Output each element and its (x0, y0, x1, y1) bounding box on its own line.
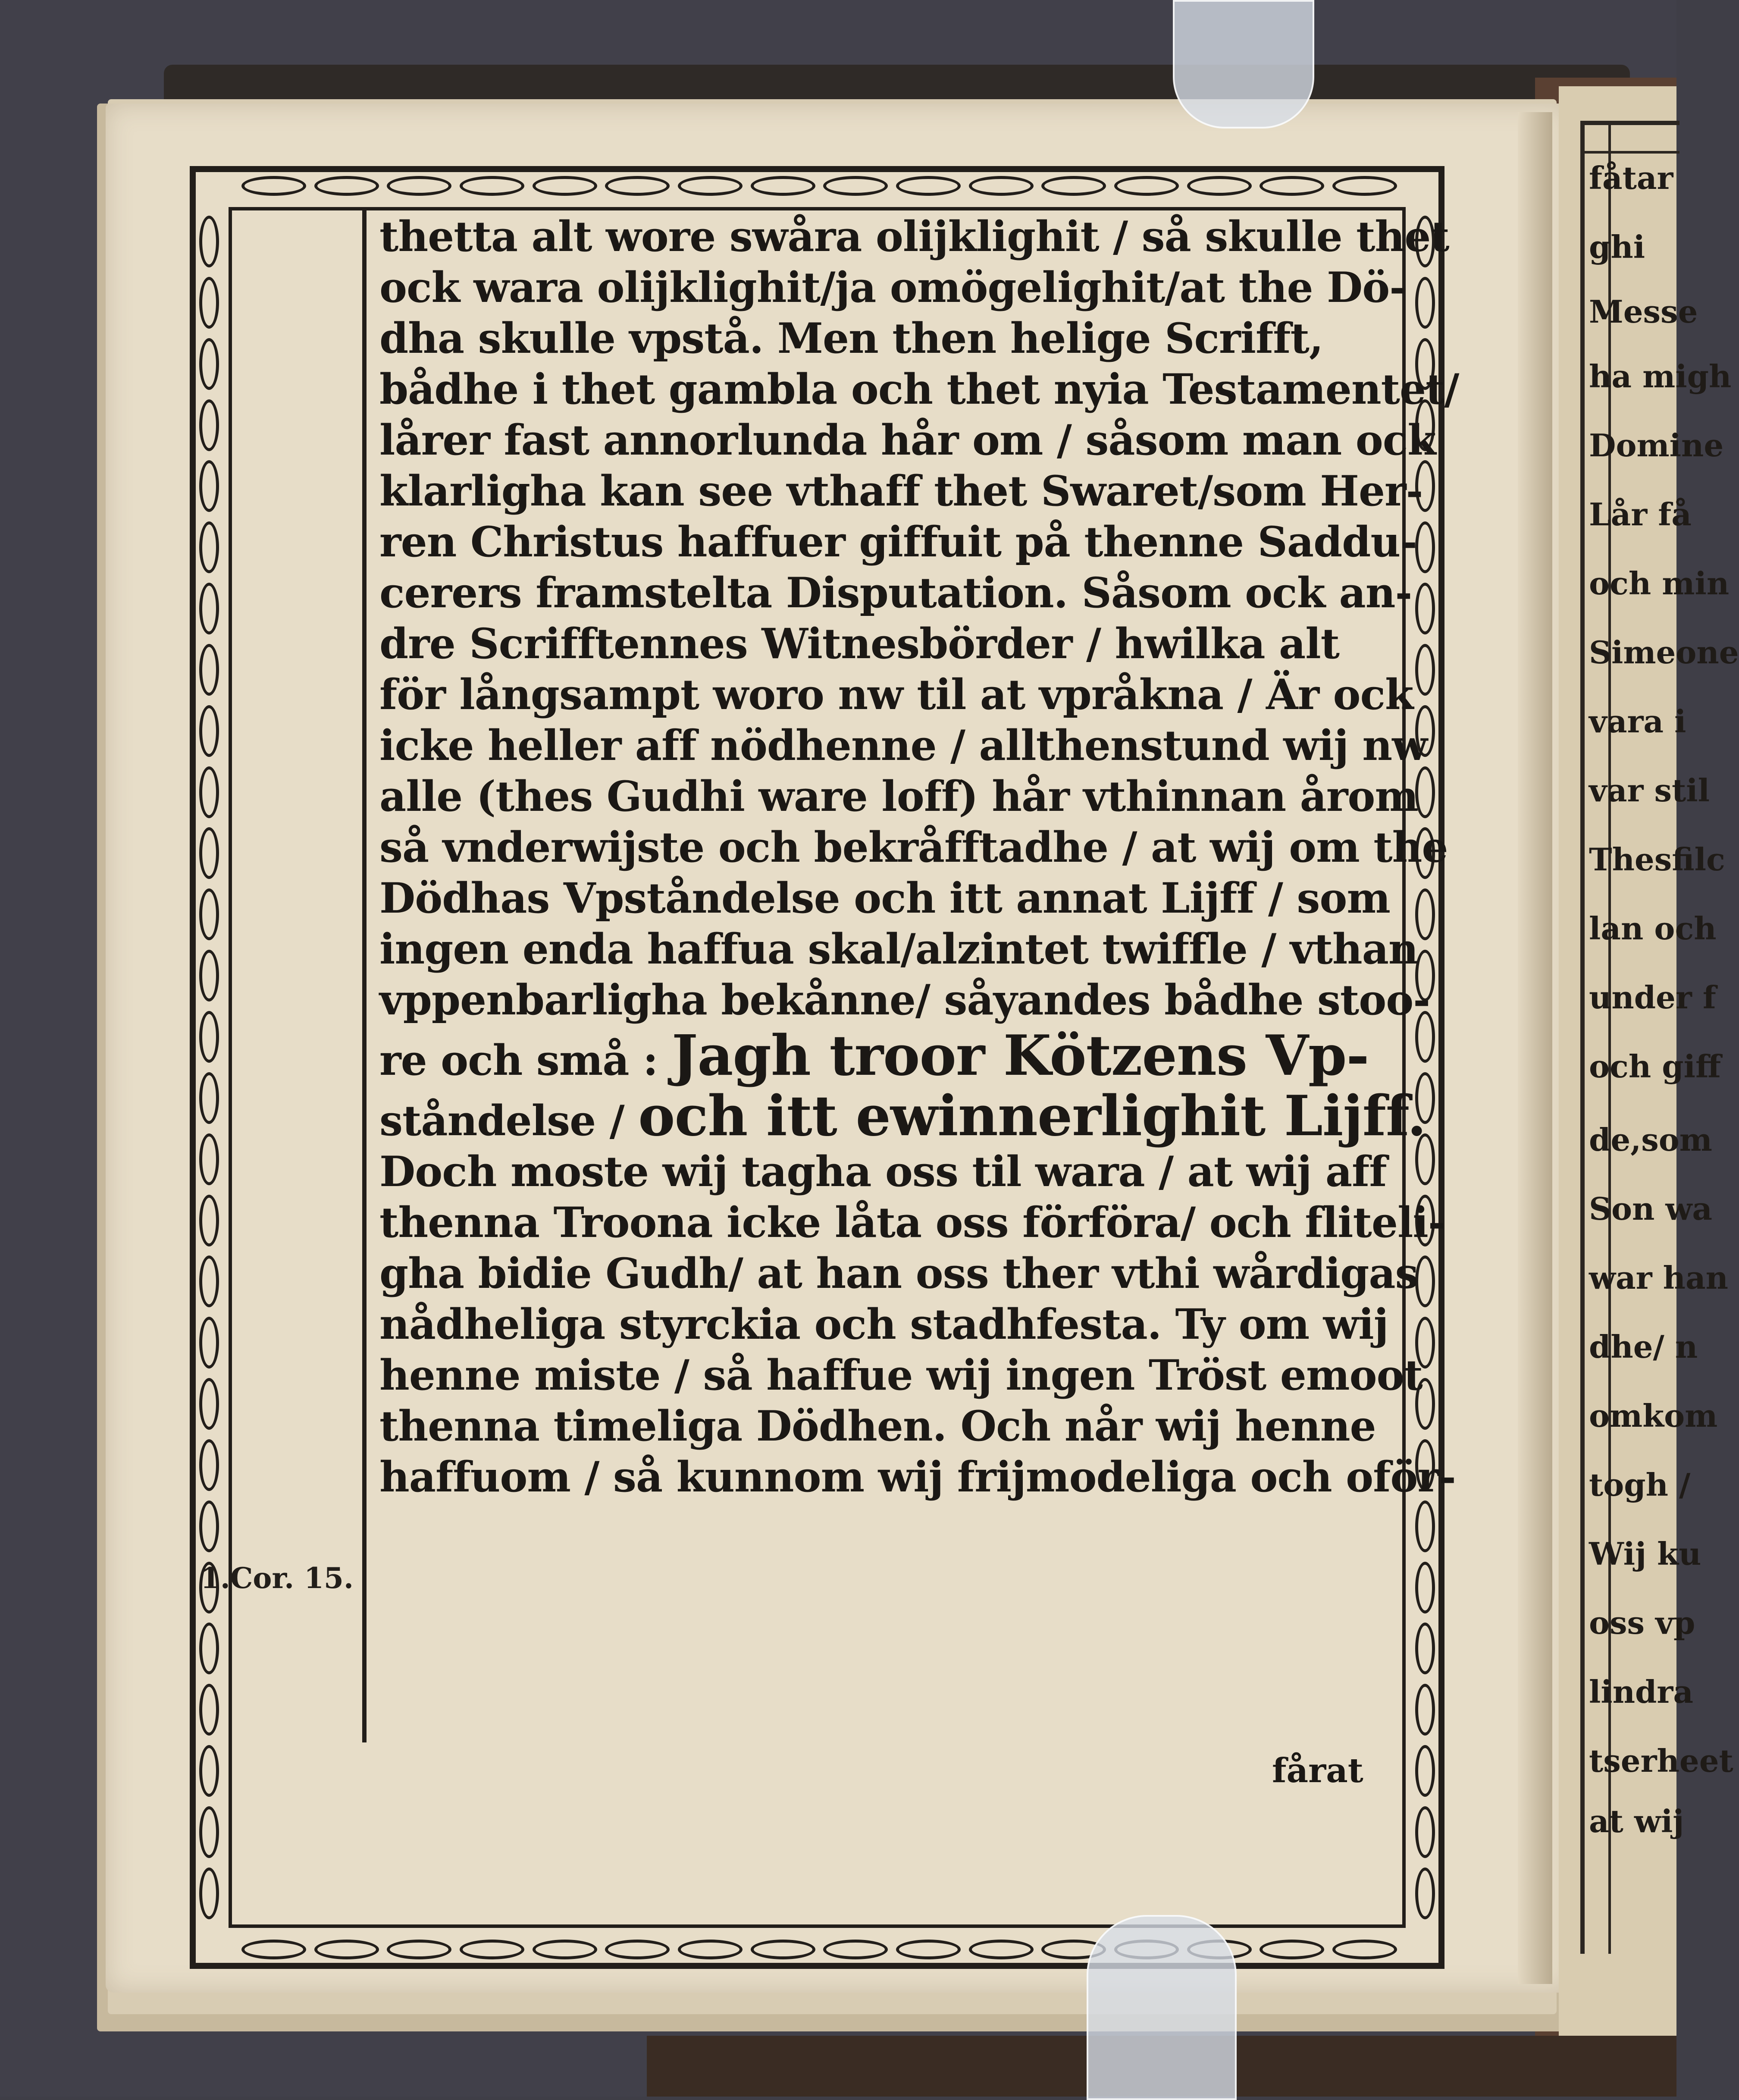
right-page-line: war han (1589, 1259, 1728, 1296)
border-oval-ornament (241, 1940, 306, 1959)
border-oval-ornament (199, 1256, 219, 1307)
right-page-line: de,som (1589, 1121, 1712, 1158)
text-line: gha bidie Gudh/ at han oss ther vthi wårdigas (379, 1249, 1418, 1298)
border-oval-ornament (969, 176, 1034, 196)
border-oval-ornament (1415, 1562, 1435, 1613)
border-oval-ornament (199, 583, 219, 634)
border-oval-ornament (533, 1940, 597, 1959)
right-page-line: at wij (1589, 1803, 1684, 1839)
border-oval-ornament (605, 1940, 670, 1959)
border-oval-ornament (199, 216, 219, 267)
border-oval-ornament (1415, 1806, 1435, 1858)
border-oval-ornament (387, 1940, 451, 1959)
border-oval-ornament (199, 277, 219, 329)
right-page-line: togh / (1589, 1466, 1691, 1503)
text-fragment: re och små : (379, 1036, 672, 1085)
right-page-line: och giff (1589, 1048, 1721, 1085)
border-oval-ornament (751, 1940, 815, 1959)
creed-line-1 (379, 1023, 1393, 1088)
right-page-line: omkom (1589, 1397, 1718, 1434)
border-oval-ornament (533, 176, 597, 196)
border-oval-ornament (1187, 176, 1252, 196)
text-line: för långsampt woro nw til at vpråkna / Är ock (379, 670, 1413, 719)
border-oval-ornament (199, 888, 219, 940)
border-oval-ornament (460, 176, 524, 196)
border-ornament-left (199, 216, 219, 1919)
catchword: fårat (1272, 1751, 1363, 1790)
right-page-line: oss vp (1589, 1604, 1695, 1641)
text-line: thetta alt wore swåra olijklighit / så skulle thet (379, 212, 1449, 261)
border-oval-ornament (969, 1940, 1034, 1959)
border-oval-ornament (1415, 521, 1435, 573)
creed-line-2 (379, 1084, 1426, 1149)
text-line: thenna Troona icke låta oss förföra/ och fliteli- (379, 1198, 1445, 1247)
border-oval-ornament (1415, 1868, 1435, 1919)
border-oval-ornament (199, 1868, 219, 1919)
border-oval-ornament (1415, 277, 1435, 329)
border-oval-ornament (387, 176, 451, 196)
border-oval-ornament (199, 460, 219, 512)
border-oval-ornament (199, 827, 219, 879)
border-oval-ornament (1415, 1256, 1435, 1307)
border-oval-ornament (896, 1940, 961, 1959)
border-oval-ornament (1415, 644, 1435, 696)
text-line: Dödhas Vpståndelse och itt annat Lijff / som (379, 874, 1390, 923)
right-page-line: Son wa (1589, 1190, 1713, 1227)
text-line: ingen enda haffua skal/alzintet twiffle / vthan (379, 925, 1418, 973)
text-line: nådheliga styrckia och stadhfesta. Ty om wij (379, 1300, 1388, 1349)
border-oval-ornament (1415, 583, 1435, 634)
border-oval-ornament (1415, 1500, 1435, 1552)
right-page-line: under f (1589, 979, 1716, 1016)
border-oval-ornament (823, 176, 888, 196)
border-oval-ornament (314, 1940, 379, 1959)
border-oval-ornament (199, 1684, 219, 1736)
margin-column-rule (362, 207, 367, 1742)
border-oval-ornament (678, 176, 743, 196)
border-oval-ornament (199, 1500, 219, 1552)
page-clip-bottom (1087, 1915, 1237, 2100)
right-page-line: dhe/ n (1589, 1328, 1698, 1365)
border-oval-ornament (199, 1439, 219, 1491)
page-gutter (1518, 112, 1552, 1984)
margin-note-scripture-reference: 1.Cor. 15. (201, 1561, 354, 1595)
right-page (1559, 86, 1739, 2036)
border-oval-ornament (751, 176, 815, 196)
text-line: alle (thes Gudhi ware loff) hår vthinnan årom (379, 772, 1418, 821)
text-line: så vnderwijste och bekråfftadhe / at wij om the (379, 823, 1448, 872)
text-fragment: ståndelse / (379, 1096, 639, 1145)
text-line: dre Scrifftennes Witnesbörder / hwilka alt (379, 619, 1339, 668)
border-oval-ornament (460, 1940, 524, 1959)
right-page-line: Messe (1589, 293, 1698, 330)
right-page-line: fåtar (1589, 160, 1673, 196)
border-oval-ornament (199, 1011, 219, 1063)
right-page-line: lan och (1589, 910, 1717, 947)
border-oval-ornament (241, 176, 306, 196)
text-line: icke heller aff nödhenne / allthenstund wij nw (379, 721, 1427, 770)
text-line: bådhe i thet gambla och thet nyia Testamentet/ (379, 365, 1459, 414)
border-oval-ornament (1332, 1940, 1397, 1959)
border-oval-ornament (314, 176, 379, 196)
border-oval-ornament (1332, 176, 1397, 196)
border-oval-ornament (1114, 176, 1179, 196)
border-oval-ornament (199, 1317, 219, 1369)
border-oval-ornament (896, 176, 961, 196)
text-line: lårer fast annorlunda hår om / såsom man ock (379, 416, 1436, 465)
border-oval-ornament (1415, 888, 1435, 940)
border-oval-ornament (199, 399, 219, 451)
text-line: dha skulle vpstå. Men then helige Scrifft, (379, 314, 1323, 363)
text-line: vppenbarligha bekånne/ såyandes bådhe stoo- (379, 976, 1430, 1024)
right-page-line: Lår få (1589, 496, 1692, 533)
right-page-line: vara i (1589, 703, 1686, 740)
text-line: henne miste / så haffue wij ingen Tröst emoot (379, 1351, 1423, 1400)
text-line: ren Christus haffuer giffuit på thenne Saddu- (379, 518, 1417, 566)
text-line: klarligha kan see vthaff thet Swaret/som Her- (379, 467, 1423, 515)
border-oval-ornament (199, 766, 219, 818)
border-oval-ornament (199, 1623, 219, 1674)
border-oval-ornament (199, 1378, 219, 1430)
border-oval-ornament (199, 1133, 219, 1185)
border-oval-ornament (199, 1745, 219, 1797)
border-oval-ornament (1415, 1745, 1435, 1797)
text-line: haffuom / så kunnom wij frijmodeliga och oför- (379, 1453, 1456, 1501)
border-oval-ornament (823, 1940, 888, 1959)
main-text-block (379, 211, 1459, 1503)
border-oval-ornament (199, 950, 219, 1001)
text-line: thenna timeliga Dödhen. Och når wij henne (379, 1402, 1376, 1450)
border-oval-ornament (1260, 176, 1324, 196)
border-oval-ornament (1415, 1623, 1435, 1674)
border-oval-ornament (1260, 1940, 1324, 1959)
border-oval-ornament (1415, 1684, 1435, 1736)
right-page-line: Simeone (1589, 634, 1739, 671)
border-oval-ornament (605, 176, 670, 196)
border-oval-ornament (199, 1195, 219, 1246)
creed-emphasis: och itt ewinnerlighit Lijff. (638, 1084, 1426, 1149)
page-clip-top (1173, 0, 1314, 129)
border-ornament-top (241, 176, 1397, 196)
border-oval-ornament (199, 644, 219, 696)
border-oval-ornament (199, 1072, 219, 1124)
border-oval-ornament (199, 705, 219, 757)
right-page-line: tserheet (1589, 1742, 1733, 1779)
right-page-line: ghi (1589, 229, 1645, 265)
border-oval-ornament (199, 338, 219, 390)
right-page-line: Wij ku (1589, 1535, 1701, 1572)
right-page-line: Thesfilc (1589, 841, 1725, 878)
right-page-line: Domine (1589, 427, 1724, 464)
border-oval-ornament (199, 1806, 219, 1858)
text-line: cerers framstelta Disputation. Såsom ock an- (379, 568, 1412, 617)
border-oval-ornament (199, 521, 219, 573)
right-page-line: ha migh (1589, 358, 1732, 395)
text-line: ock wara olijklighit/ja omögelighit/at the Dö- (379, 263, 1407, 312)
border-oval-ornament (678, 1940, 743, 1959)
creed-emphasis: Jagh troor Kötzens Vp- (671, 1023, 1369, 1088)
text-line: Doch moste wij tagha oss til wara / at wij aff (379, 1147, 1387, 1196)
right-page-line: lindra (1589, 1673, 1693, 1710)
border-oval-ornament (1041, 176, 1106, 196)
right-page-line: och min (1589, 565, 1730, 602)
right-page-line: var stil (1589, 772, 1710, 809)
